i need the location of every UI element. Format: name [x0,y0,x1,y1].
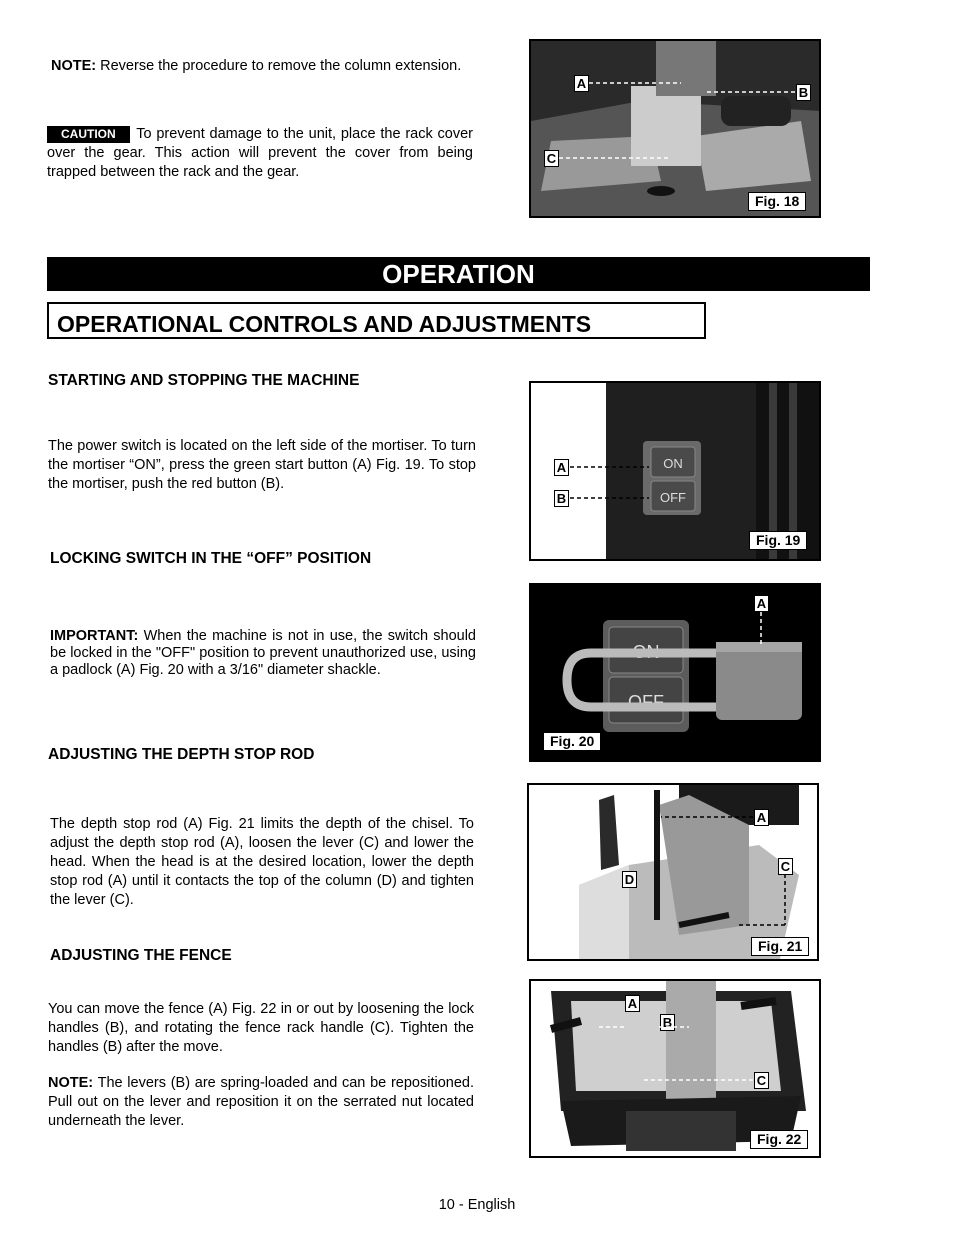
fig19-off-text: OFF [660,490,686,505]
fence-note [48,1074,474,1131]
fig22-callout-a: A [625,995,640,1012]
fig21-label: Fig. 21 [751,937,809,956]
caution-badge: CAUTION [47,126,130,143]
fig18-callout-c: C [544,150,559,167]
fig19-label: Fig. 19 [749,531,807,550]
figure-18 [529,39,821,218]
fig21-illustration [529,785,819,961]
locking-text [50,628,476,679]
depth-text: The depth stop rod (A) Fig. 21 limits the depth of the chisel. To adjust the depth stop rod (A), loosen the lever (C) and lower the head. When the head is at the desired location, lower the depth stop rod (A) until it contacts the top of the column (D) and tighten the lever (C). [50,816,474,908]
fig22-callout-b: B [660,1014,675,1031]
fig22-label: Fig. 22 [750,1130,808,1149]
operation-banner: OPERATION [47,257,870,291]
figure-20 [529,583,821,762]
fig22-callout-c: C [754,1072,769,1089]
fig18-callout-b: B [796,84,811,101]
fence-note-text: The levers (B) are spring-loaded and can be repositioned. Pull out on the lever and reposition it on the serrated nut located underneath the lever. [48,1075,474,1129]
fig21-callout-c: C [778,858,793,875]
fig20-on-text: ON [632,642,660,662]
note-top [51,57,475,76]
starting-text: The power switch is located on the left side of the mortiser. To turn the mortiser “ON”, press the green start button (A) Fig. 19. To stop the mortiser, push the red button (B). [48,438,476,492]
note-label: NOTE: [51,58,97,74]
fence-text: You can move the fence (A) Fig. 22 in or out by loosening the lock handles (B), and rotating the fence rack handle (C). Tighten the handles (B) after the move. [48,1001,474,1055]
operational-controls-heading: OPERATIONAL CONTROLS AND ADJUSTMENTS [47,302,706,339]
fig19-callout-b: B [554,490,569,507]
depth-heading: ADJUSTING THE DEPTH STOP ROD [48,746,315,763]
fig21-callout-a: A [754,809,769,826]
figure-19 [529,381,821,561]
figure-21 [527,783,819,961]
starting-heading: STARTING AND STOPPING THE MACHINE [48,372,360,389]
fig18-callout-a: A [574,75,589,92]
fence-note-label: NOTE: [48,1075,94,1091]
page-footer: 10 - English [438,1197,516,1213]
fig20-label: Fig. 20 [543,732,601,751]
fig19-on-text: ON [663,456,683,471]
fig21-callout-d: D [622,871,637,888]
locking-heading: LOCKING SWITCH IN THE “OFF” POSITION [50,550,372,567]
note-text: Reverse the procedure to remove the column extension. [100,58,462,74]
locking-label: IMPORTANT: [50,628,139,644]
fig20-off-text: OFF [628,692,664,712]
locking-body: When the machine is not in use, the switch should be locked in the "OFF" position to prevent unauthorized use, using a padlock (A) Fig. 20 with a 3/16" diameter shackle. [50,628,476,678]
caution-text: To prevent damage to the unit, place the rack cover over the gear. This action will prevent the cover from being trapped between the rack and the gear. [47,126,473,180]
caution-block [47,125,473,182]
fig20-callout-a: A [754,595,769,612]
fence-heading: ADJUSTING THE FENCE [50,947,232,964]
fig19-callout-a: A [554,459,569,476]
figure-22 [529,979,821,1158]
fig18-label: Fig. 18 [748,192,806,211]
